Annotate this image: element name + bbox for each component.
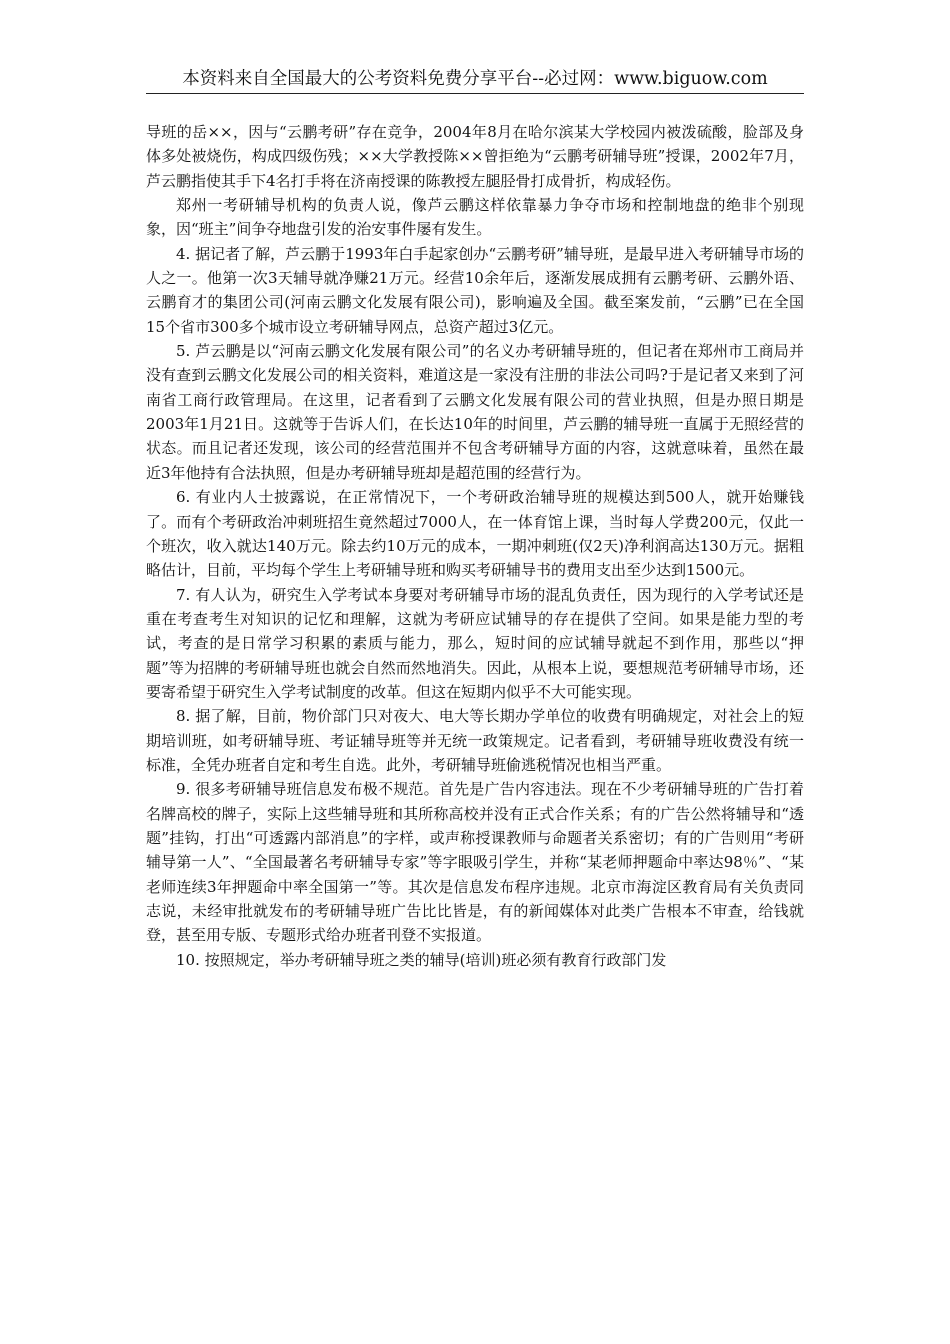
paragraph-continued: 导班的岳××，因与“云鹏考研”存在竞争，2004年8月在哈尔滨某大学校园内被泼硫酸，脸部及身体多处被烧伤，构成四级伤残；××大学教授陈××曾拒绝为“云鹏考研辅导班”授课，2002年7月，芦云鹏指使其手下4名打手将在济南授课的陈教授左腿胫骨打成骨折，构成轻伤。 (146, 123, 804, 190)
paragraph-4: 4. 据记者了解，芦云鹏于1993年白手起家创办“云鹏考研”辅导班，是最早进入考研辅导市场的人之一。他第一次3天辅导就净赚21万元。经营10余年后，逐渐发展成拥有云鹏考研、云鹏外语、云鹏育才的集团公司(河南云鹏文化发展有限公司)，影响遍及全国。截至案发前，“云鹏”已在全国15个省市300多个城市设立考研辅导网点，总资产超过3亿元。 (146, 244, 804, 336)
paragraph-8: 8. 据了解，目前，物价部门只对夜大、电大等长期办学单位的收费有明确规定，对社会上的短期培训班，如考研辅导班、考证辅导班等并无统一政策规定。记者看到，考研辅导班收费没有统一标准，全凭办班者自定和考生自选。此外，考研辅导班偷逃税情况也相当严重。 (146, 707, 804, 774)
paragraph-9: 9. 很多考研辅导班信息发布极不规范。首先是广告内容违法。现在不少考研辅导班的广告打着名牌高校的牌子，实际上这些辅导班和其所称高校并没有正式合作关系；有的广告公然将辅导和“透题”挂钩，打出“可透露内部消息”的字样，或声称授课教师与命题者关系密切；有的广告则用“考研辅导第一人”、“全国最著名考研辅导专家”等字眼吸引学生，并称“某老师押题命中率达98％”、“某老师连续3年押题命中率全国第一”等。其次是信息发布程序违规。北京市海淀区教育局有关负责同志说，未经审批就发布的考研辅导班广告比比皆是，有的新闻媒体对此类广告根本不审查，给钱就登，甚至用专版、专题形式给办班者刊登不实报道。 (146, 780, 804, 945)
paragraph-5: 5. 芦云鹏是以“河南云鹏文化发展有限公司”的名义办考研辅导班的，但记者在郑州市工商局并没有查到云鹏文化发展公司的相关资料，难道这是一家没有注册的非法公司吗?于是记者又来到了河南省工商行政管理局。在这里，记者看到了云鹏文化发展有限公司的营业执照，但是办照日期是2003年1月21日。这就等于告诉人们，在长达10年的时间里，芦云鹏的辅导班一直属于无照经营的状态。而且记者还发现，该公司的经营范围并不包含考研辅导方面的内容，这就意味着，虽然在最近3年他持有合法执照，但是办考研辅导班却是超范围的经营行为。 (146, 342, 804, 482)
paragraph-6: 6. 有业内人士披露说，在正常情况下，一个考研政治辅导班的规模达到500人，就开始赚钱了。而有个考研政治冲刺班招生竟然超过7000人，在一体育馆上课，当时每人学费200元，仅此一个班次，收入就达140万元。除去约10万元的成本，一期冲刺班(仅2天)净利润高达130万元。据粗略估计，目前，平均每个学生上考研辅导班和购买考研辅导书的费用支出至少达到1500元。 (146, 488, 804, 580)
document-body (146, 120, 804, 972)
paragraph-10: 10. 按照规定，举办考研辅导班之类的辅导(培训)班必须有教育行政部门发 (176, 950, 667, 969)
paragraph-7: 7. 有人认为，研究生入学考试本身要对考研辅导市场的混乱负责任，因为现行的入学考试还是重在考查考生对知识的记忆和理解，这就为考研应试辅导的存在提供了空间。如果是能力型的考试，考查的是日常学习积累的素质与能力，那么，短时间的应试辅导就起不到作用，那些以“押题”等为招牌的考研辅导班也就会自然而然地消失。因此，从根本上说，要想规范考研辅导市场，还要寄希望于研究生入学考试制度的改革。但这在短期内似乎不大可能实现。 (146, 585, 804, 701)
page-header: 本资料来自全国最大的公考资料免费分享平台--必过网：www.biguow.com (182, 69, 768, 89)
header-divider (146, 93, 804, 94)
paragraph-zhengzhou: 郑州一考研辅导机构的负责人说，像芦云鹏这样依靠暴力争夺市场和控制地盘的绝非个别现象，因“班主”间争夺地盘引发的治安事件屡有发生。 (146, 196, 804, 239)
